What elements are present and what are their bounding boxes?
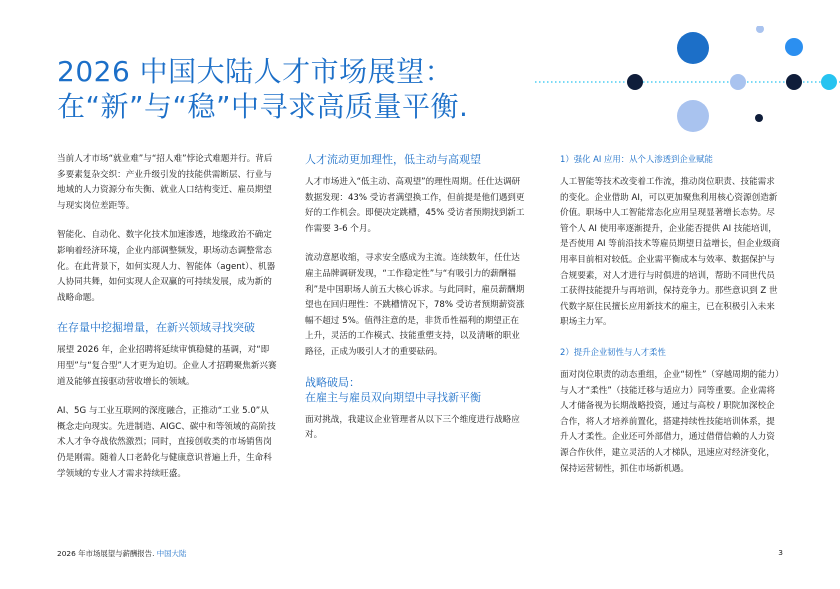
footer-report-title	[57, 548, 186, 559]
column-middle	[305, 152, 525, 458]
paragraph-intro: 当前人才市场“就业难”与“招人难”悖论式难题并行。背后多要素复杂交织：产业升级引发的技能供需断层、行业与地域的人力资源分布失衡、就业人口结构变迁、雇员期望与现实岗位差距等。	[57, 154, 273, 211]
strategy-heading-line-2: 在雇主与雇员双向期望中寻找新平衡	[305, 390, 481, 404]
deco-dot-cyan	[821, 74, 837, 90]
footer-region: 中国大陆	[156, 549, 187, 558]
paragraph-ai: 人工智能等技术改变着工作流，推动岗位职责、技能需求的变化。企业借助 AI，可以更加聚焦利用核心资源创造新价值。职场中人工智能常态化应用呈现显著增长态势。尽管个人 AI 使用率逐渐提升，企业能否提供 AI 技能培训，是否使用 AI 等前沿技术等雇员期望日益增长，但企业级商用率目前相对较低。企业需平衡成本与效率、数据保护与合规要素，对人才进行与时俱进的培训，帮助不同世代员工获得技能提升与再培训，保持竞争力。那些意识到 Z 世代数字原住民擅长应用新技术的雇主，已在积极引入未来职场主力军。	[560, 177, 781, 328]
decorative-dots-graphic	[535, 26, 840, 136]
section-heading-mobility: 人才流动更加理性，低主动与高观望	[305, 153, 481, 166]
paragraph-context: 智能化、自动化、数字化技术加速渗透，地缘政治不确定影响着经济环境，企业内部调整频发，职场动态调整常态化。在此背景下，如何实现人力、智能体（agent）、机器人协同共舞，如何实现人企双赢的可持续发展，成为新的战略命题。	[57, 230, 276, 303]
page-title	[57, 54, 468, 124]
deco-dot-pale-large	[677, 100, 709, 132]
deco-dot-pale-middle	[730, 74, 746, 90]
subheading-ai: 1）强化 AI 应用：从个人渗透到企业赋能	[560, 154, 713, 164]
strategy-heading-line-1: 战略破局：	[305, 375, 360, 389]
title-line-2: 在“新”与“稳”中寻求高质量平衡.	[57, 90, 469, 123]
paragraph-survey: 人才市场进入“低主动、高观望”的理性周期。任仕达调研数据发现：43% 受访者满望换工作，但前提是他们遇到更好的工作机会。即便决定跳槽，45% 受访者预期找到新工作需要 3-6 个月。	[305, 177, 525, 234]
paragraph-resilience: 面对岗位职责的动态重组，企业“韧性”（穿越周期的能力）与人才“柔性”（技能迁移与适应力）同等重要。企业需将人才储备视为长期战略投资，通过与高校 / 职院加深校企合作，将人才培养前置化，搭建持续性技能培训体系，提升人才柔性。企业还可外部借力，通过借借信赖的人力资源合作伙伴，建立灵活的人才梯队，迅速应对经济变化，保持运营韧性，抓住市场新机遇。	[560, 369, 780, 474]
footer-text: 2026 年市场展望与薪酬报告.	[57, 549, 157, 558]
page-number: 3	[778, 548, 783, 557]
deco-dot-navy-left	[627, 74, 643, 90]
column-right	[560, 152, 782, 491]
section-heading-growth: 在存量中挖掘增量，在新兴领域寻找突破	[57, 321, 255, 335]
deco-dot-navy-bottom	[755, 114, 763, 122]
title-line-1: 2026 中国大陆人才市场展望：	[57, 55, 454, 88]
deco-dot-navy-right	[786, 74, 802, 90]
paragraph-industry-5: AI、5G 与工业互联网的深度融合，正推动“工业 5.0”从概念走向现实。先进制造、AIGC、碳中和等领域的高阶技术人才争夺战依然激烈；同时，直接创收类的市场销售岗仍是刚需。随着人口老龄化与健康意识普遍上升，生命科学领域的专业人才需求持续旺盛。	[57, 406, 276, 479]
paragraph-outlook: 展望 2026 年，企业招聘将延续审慎稳健的基调，对“即用型”与“复合型”人才更为迫切。企业人才招聘聚焦新兴赛道及能够直接驱动营收增长的领域。	[57, 345, 277, 387]
section-heading-strategy	[305, 375, 525, 405]
deco-dot-blue-right	[785, 38, 803, 56]
deco-dot-large-blue	[677, 32, 709, 64]
paragraph-stability: 流动意愿收缩，寻求安全感成为主流。连续数年，任仕达雇主品牌调研发现，“工作稳定性”与“有吸引力的薪酬福利”是中国职场人前五大核心诉求。与此同时，雇员薪酬期望也在回归理性：不跳槽情况下，78% 受访者预期薪资涨幅不超过 5%。值得注意的是，非货币性福利的期望正在上升，灵活的工作模式、技能重塑支持，以及清晰的职业路径，正成为吸引人才的重要砝码。	[305, 253, 525, 357]
subheading-resilience: 2）提升企业韧性与人才柔性	[560, 346, 666, 357]
column-left	[57, 152, 277, 496]
deco-dot-pale-top	[756, 26, 764, 33]
paragraph-recommendation: 面对挑战，我建议企业管理者从以下三个维度进行战略应对。	[305, 414, 520, 441]
